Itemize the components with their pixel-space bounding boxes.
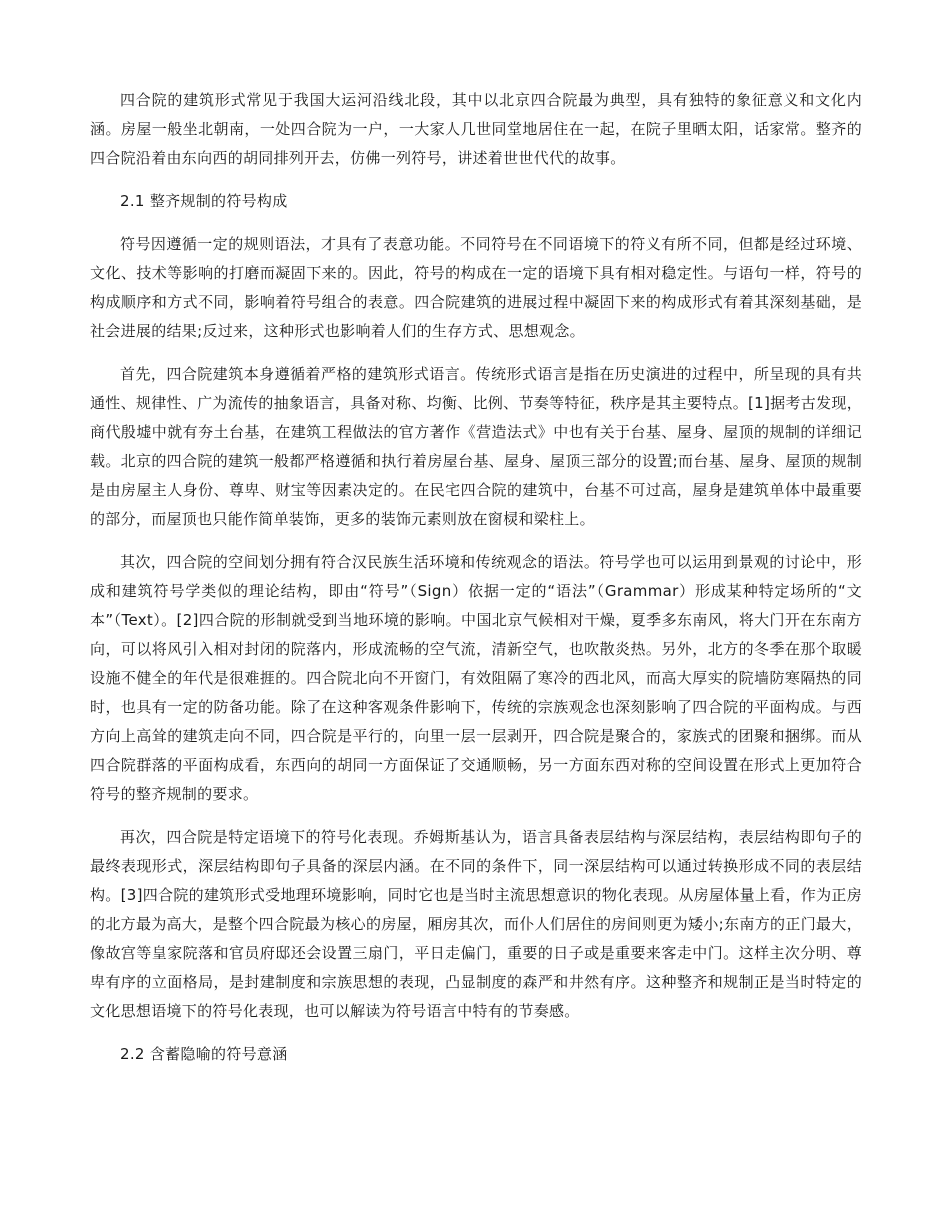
paragraph-first-form-language: 首先，四合院建筑本身遵循着严格的建筑形式语言。传统形式语言是指在历史演进的过程中，所呈现的具有共通性、规律性、广为流传的抽象语言，具备对称、均衡、比例、节奏等特征，秩序是其主要特点。[1]据考古发现，商代殷墟中就有夯土台基，在建筑工程做法的官方著作《营造法式》中也有关于台基、屋身、屋顶的规制的详细记载。北京的四合院的建筑一般都严格遵循和执行着房屋台基、屋身、屋顶三部分的设置;而台基、屋身、屋顶的规制是由房屋主人身份、尊卑、财宝等因素决定的。在民宅四合院的建筑中，台基不可过高，屋身是建筑单体中最重要的部分，而屋顶也只能作简单装饰，更多的装饰元素则放在窗棂和梁柱上。 [90, 365, 862, 528]
paragraph-second-space-division: 其次，四合院的空间划分拥有符合汉民族生活环境和传统观念的语法。符号学也可以运用到景观的讨论中，形成和建筑符号学类似的理论结构，即由“符号”（Sign）依据一定的“语法”（Grammar）形成某种特定场所的“文本”（Text）。[2]四合院的形制就受到当地环境的影响。中国北京气候相对干燥，夏季多东南风，将大门开在东南方向，可以将风引入相对封闭的院落内，形成流畅的空气流，清新空气，也吹散炎热。另外，北方的冬季在那个取暖设施不健全的年代是很难捱的。四合院北向不开窗门，有效阻隔了寒冷的西北风，而高大厚实的院墙防寒隔热的同时，也具有一定的防备功能。除了在这种客观条件影响下，传统的宗族观念也深刻影响了四合院的平面构成。与西方向上高耸的建筑走向不同，四合院是平行的，向里一层一层剥开，四合院是聚合的，家族式的团聚和捆绑。而从四合院群落的平面构成看，东西向的胡同一方面保证了交通顺畅，另一方面东西对称的空间设置在形式上更加符合符号的整齐规制的要求。 [90, 553, 862, 803]
intro-paragraph: 四合院的建筑形式常见于我国大运河沿线北段，其中以北京四合院最为典型，具有独特的象征意义和文化内涵。房屋一般坐北朝南，一处四合院为一户，一大家人几世同堂地居住在一起，在院子里晒太阳，话家常。整齐的四合院沿着由东向西的胡同排列开去，仿佛一列符号，讲述着世世代代的故事。 [90, 91, 862, 167]
paragraph-symbol-grammar: 符号因遵循一定的规则语法，才具有了表意功能。不同符号在不同语境下的符义有所不同，但都是经过环境、文化、技术等影响的打磨而凝固下来的。因此，符号的构成在一定的语境下具有相对稳定性。与语句一样，符号的构成顺序和方式不同，影响着符号组合的表意。四合院建筑的进展过程中凝固下来的构成形式有着其深刻基础，是社会进展的结果;反过来，这种形式也影响着人们的生存方式、思想观念。 [90, 235, 862, 340]
paragraph-third-symbolic-expression: 再次，四合院是特定语境下的符号化表现。乔姆斯基认为，语言具备表层结构与深层结构，表层结构即句子的最终表现形式，深层结构即句子具备的深层内涵。在不同的条件下，同一深层结构可以通过转换形成不同的表层结构。[3]四合院的建筑形式受地理环境影响，同时它也是当时主流思想意识的物化表现。从房屋体量上看，作为正房的北方最为高大，是整个四合院最为核心的房屋，厢房其次，而仆人们居住的房间则更为矮小;东南方的正门最大，像故宫等皇家院落和官员府邸还会设置三扇门，平日走偏门，重要的日子或是重要来客走中门。这样主次分明、尊卑有序的立面格局，是封建制度和宗族思想的表现，凸显制度的森严和井然有序。这种整齐和规制正是当时特定的文化思想语境下的符号化表现，也可以解读为符号语言中特有的节奏感。 [90, 828, 862, 1020]
document-page [90, 86, 862, 1083]
section-heading-2-1: 2.1 整齐规制的符号构成 [120, 192, 288, 210]
section-heading-2-2: 2.2 含蓄隐喻的符号意涵 [120, 1045, 288, 1063]
